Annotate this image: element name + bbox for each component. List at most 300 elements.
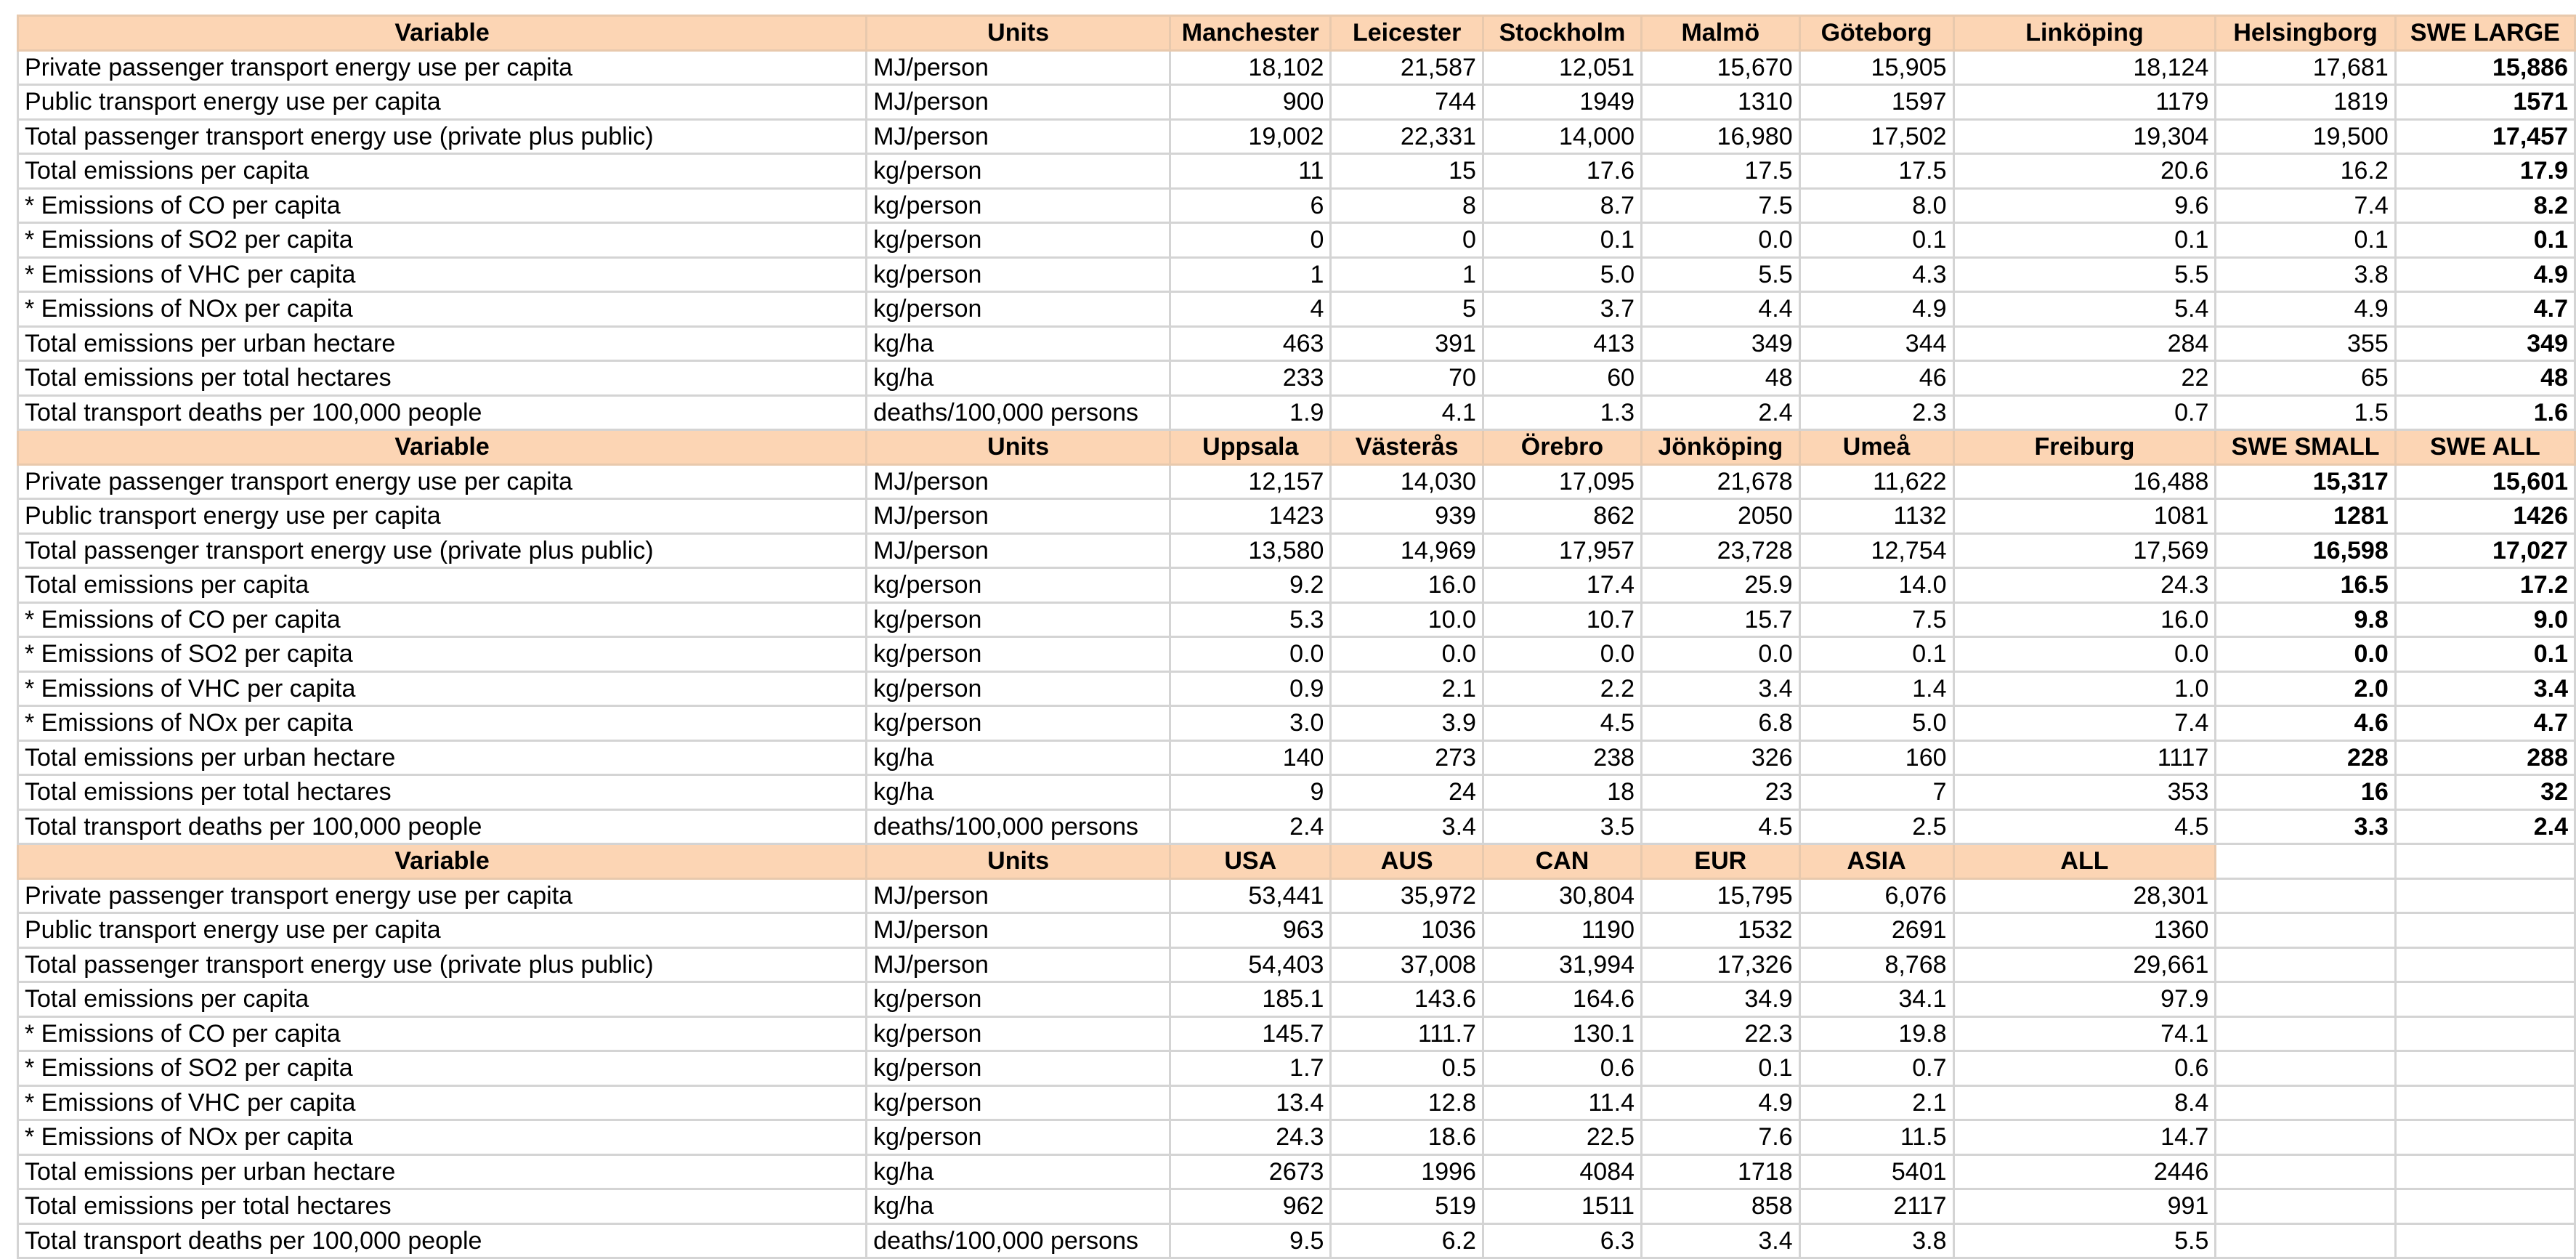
value-cell: 17,326 bbox=[1642, 947, 1800, 982]
value-cell: 16 bbox=[2216, 775, 2395, 810]
section-header-row bbox=[18, 16, 2575, 51]
row-unit: MJ/person bbox=[867, 464, 1170, 499]
value-cell: 862 bbox=[1483, 499, 1641, 534]
value-cell: 3.4 bbox=[1642, 1223, 1800, 1258]
value-cell: 15,670 bbox=[1642, 50, 1800, 85]
value-cell: 1.4 bbox=[1799, 671, 1953, 706]
value-cell: 46 bbox=[1799, 361, 1953, 396]
value-cell: 35,972 bbox=[1331, 878, 1483, 913]
value-cell: 15,795 bbox=[1642, 878, 1800, 913]
value-cell: 5.3 bbox=[1170, 602, 1331, 637]
value-cell: 14.0 bbox=[1799, 568, 1953, 603]
variable-header: Variable bbox=[18, 430, 867, 465]
value-cell: 11,622 bbox=[1799, 464, 1953, 499]
value-cell: 4.5 bbox=[1483, 706, 1641, 741]
value-cell: 5.0 bbox=[1799, 706, 1953, 741]
value-cell: 18.6 bbox=[1331, 1120, 1483, 1155]
value-cell: 238 bbox=[1483, 740, 1641, 775]
row-unit: kg/person bbox=[867, 257, 1170, 292]
value-cell: 14,969 bbox=[1331, 533, 1483, 568]
column-header: Leicester bbox=[1331, 16, 1483, 51]
value-cell: 54,403 bbox=[1170, 947, 1331, 982]
column-header: Freiburg bbox=[1953, 430, 2216, 465]
row-label: Total emissions per capita bbox=[18, 568, 867, 603]
value-cell: 16.0 bbox=[1331, 568, 1483, 603]
column-header: Umeå bbox=[1799, 430, 1953, 465]
value-cell: 2.1 bbox=[1799, 1085, 1953, 1120]
value-cell: 22.3 bbox=[1642, 1016, 1800, 1051]
value-cell: 48 bbox=[1642, 361, 1800, 396]
table-row bbox=[18, 326, 2575, 361]
value-cell: 413 bbox=[1483, 326, 1641, 361]
variable-header: Variable bbox=[18, 16, 867, 51]
row-unit: MJ/person bbox=[867, 947, 1170, 982]
column-header: SWE LARGE bbox=[2395, 16, 2575, 51]
value-cell: 273 bbox=[1331, 740, 1483, 775]
value-cell: 1.3 bbox=[1483, 395, 1641, 430]
value-cell: 349 bbox=[1642, 326, 1800, 361]
value-cell: 4.7 bbox=[2395, 706, 2575, 741]
value-cell: 0.1 bbox=[2395, 637, 2575, 672]
value-cell: 0.1 bbox=[1483, 223, 1641, 258]
value-cell: 111.7 bbox=[1331, 1016, 1483, 1051]
value-cell: 1.9 bbox=[1170, 395, 1331, 430]
value-cell: 164.6 bbox=[1483, 982, 1641, 1017]
value-cell: 1117 bbox=[1953, 740, 2216, 775]
empty-cell bbox=[2216, 1085, 2395, 1120]
value-cell: 744 bbox=[1331, 85, 1483, 120]
value-cell: 0 bbox=[1331, 223, 1483, 258]
value-cell: 1 bbox=[1170, 257, 1331, 292]
row-label: Total emissions per capita bbox=[18, 154, 867, 189]
column-header: SWE ALL bbox=[2395, 430, 2575, 465]
table-row bbox=[18, 119, 2575, 154]
table-row bbox=[18, 775, 2575, 810]
row-label: Total passenger transport energy use (private plus public) bbox=[18, 533, 867, 568]
section-header-row bbox=[18, 430, 2575, 465]
column-header: AUS bbox=[1331, 844, 1483, 879]
row-unit: deaths/100,000 persons bbox=[867, 395, 1170, 430]
value-cell: 8 bbox=[1331, 188, 1483, 223]
table-row bbox=[18, 671, 2575, 706]
value-cell: 1.5 bbox=[2216, 395, 2395, 430]
empty-cell bbox=[2216, 913, 2395, 948]
value-cell: 48 bbox=[2395, 361, 2575, 396]
value-cell: 1281 bbox=[2216, 499, 2395, 534]
value-cell: 355 bbox=[2216, 326, 2395, 361]
value-cell: 6.8 bbox=[1642, 706, 1800, 741]
value-cell: 3.5 bbox=[1483, 809, 1641, 844]
value-cell: 0.1 bbox=[1953, 223, 2216, 258]
row-unit: kg/person bbox=[867, 1085, 1170, 1120]
value-cell: 3.4 bbox=[2395, 671, 2575, 706]
row-unit: kg/person bbox=[867, 223, 1170, 258]
value-cell: 4.9 bbox=[2395, 257, 2575, 292]
empty-cell bbox=[2395, 982, 2575, 1017]
value-cell: 0.0 bbox=[2216, 637, 2395, 672]
row-unit: kg/ha bbox=[867, 1189, 1170, 1224]
value-cell: 4.9 bbox=[2216, 292, 2395, 327]
row-unit: deaths/100,000 persons bbox=[867, 809, 1170, 844]
value-cell: 6.3 bbox=[1483, 1223, 1641, 1258]
row-unit: MJ/person bbox=[867, 913, 1170, 948]
row-label: Total emissions per urban hectare bbox=[18, 326, 867, 361]
value-cell: 2.4 bbox=[1642, 395, 1800, 430]
value-cell: 5.5 bbox=[1953, 1223, 2216, 1258]
value-cell: 8.7 bbox=[1483, 188, 1641, 223]
empty-cell bbox=[2216, 947, 2395, 982]
value-cell: 17,681 bbox=[2216, 50, 2395, 85]
value-cell: 145.7 bbox=[1170, 1016, 1331, 1051]
value-cell: 4.7 bbox=[2395, 292, 2575, 327]
value-cell: 3.0 bbox=[1170, 706, 1331, 741]
value-cell: 6.2 bbox=[1331, 1223, 1483, 1258]
value-cell: 4.5 bbox=[1642, 809, 1800, 844]
row-label: * Emissions of SO2 per capita bbox=[18, 1051, 867, 1086]
value-cell: 4 bbox=[1170, 292, 1331, 327]
value-cell: 0.6 bbox=[1953, 1051, 2216, 1086]
value-cell: 0.6 bbox=[1483, 1051, 1641, 1086]
value-cell: 3.8 bbox=[2216, 257, 2395, 292]
value-cell: 962 bbox=[1170, 1189, 1331, 1224]
empty-cell bbox=[2216, 1016, 2395, 1051]
row-unit: kg/ha bbox=[867, 1154, 1170, 1189]
empty-cell bbox=[2216, 1223, 2395, 1258]
value-cell: 5 bbox=[1331, 292, 1483, 327]
value-cell: 0 bbox=[1170, 223, 1331, 258]
value-cell: 12.8 bbox=[1331, 1085, 1483, 1120]
value-cell: 15,601 bbox=[2395, 464, 2575, 499]
value-cell: 0.1 bbox=[1799, 637, 1953, 672]
empty-cell bbox=[2216, 878, 2395, 913]
row-unit: kg/ha bbox=[867, 740, 1170, 775]
row-label: * Emissions of CO per capita bbox=[18, 188, 867, 223]
value-cell: 326 bbox=[1642, 740, 1800, 775]
value-cell: 4.3 bbox=[1799, 257, 1953, 292]
value-cell: 13,580 bbox=[1170, 533, 1331, 568]
value-cell: 4.5 bbox=[1953, 809, 2216, 844]
units-header: Units bbox=[867, 844, 1170, 879]
column-header: Linköping bbox=[1953, 16, 2216, 51]
value-cell: 391 bbox=[1331, 326, 1483, 361]
value-cell: 1132 bbox=[1799, 499, 1953, 534]
value-cell: 14,030 bbox=[1331, 464, 1483, 499]
table-row bbox=[18, 1223, 2575, 1258]
value-cell: 1819 bbox=[2216, 85, 2395, 120]
row-unit: kg/ha bbox=[867, 775, 1170, 810]
value-cell: 1597 bbox=[1799, 85, 1953, 120]
table-row bbox=[18, 706, 2575, 741]
column-header: Stockholm bbox=[1483, 16, 1641, 51]
row-label: Public transport energy use per capita bbox=[18, 913, 867, 948]
value-cell: 4.9 bbox=[1799, 292, 1953, 327]
value-cell: 16,488 bbox=[1953, 464, 2216, 499]
value-cell: 6,076 bbox=[1799, 878, 1953, 913]
table-row bbox=[18, 568, 2575, 603]
value-cell: 17,457 bbox=[2395, 119, 2575, 154]
variable-header: Variable bbox=[18, 844, 867, 879]
table-row bbox=[18, 533, 2575, 568]
value-cell: 25.9 bbox=[1642, 568, 1800, 603]
value-cell: 2.4 bbox=[2395, 809, 2575, 844]
value-cell: 2.3 bbox=[1799, 395, 1953, 430]
value-cell: 8.4 bbox=[1953, 1085, 2216, 1120]
value-cell: 2.4 bbox=[1170, 809, 1331, 844]
value-cell: 858 bbox=[1642, 1189, 1800, 1224]
value-cell: 353 bbox=[1953, 775, 2216, 810]
table-row bbox=[18, 499, 2575, 534]
row-label: Total emissions per total hectares bbox=[18, 1189, 867, 1224]
value-cell: 1.0 bbox=[1953, 671, 2216, 706]
value-cell: 0.1 bbox=[1799, 223, 1953, 258]
row-unit: kg/person bbox=[867, 1120, 1170, 1155]
value-cell: 18,124 bbox=[1953, 50, 2216, 85]
value-cell: 140 bbox=[1170, 740, 1331, 775]
empty-cell bbox=[2395, 1051, 2575, 1086]
value-cell: 37,008 bbox=[1331, 947, 1483, 982]
value-cell: 284 bbox=[1953, 326, 2216, 361]
row-label: Total passenger transport energy use (private plus public) bbox=[18, 947, 867, 982]
value-cell: 963 bbox=[1170, 913, 1331, 948]
value-cell: 15 bbox=[1331, 154, 1483, 189]
row-label: * Emissions of VHC per capita bbox=[18, 1085, 867, 1120]
table-row bbox=[18, 395, 2575, 430]
empty-header-cell bbox=[2395, 844, 2575, 879]
empty-cell bbox=[2395, 947, 2575, 982]
table-row bbox=[18, 154, 2575, 189]
value-cell: 3.8 bbox=[1799, 1223, 1953, 1258]
table-row bbox=[18, 292, 2575, 327]
value-cell: 991 bbox=[1953, 1189, 2216, 1224]
value-cell: 2446 bbox=[1953, 1154, 2216, 1189]
value-cell: 1036 bbox=[1331, 913, 1483, 948]
value-cell: 5.0 bbox=[1483, 257, 1641, 292]
units-header: Units bbox=[867, 16, 1170, 51]
value-cell: 939 bbox=[1331, 499, 1483, 534]
row-label: * Emissions of CO per capita bbox=[18, 602, 867, 637]
row-label: Total emissions per capita bbox=[18, 982, 867, 1017]
empty-cell bbox=[2395, 878, 2575, 913]
value-cell: 3.4 bbox=[1331, 809, 1483, 844]
value-cell: 1310 bbox=[1642, 85, 1800, 120]
table-row bbox=[18, 188, 2575, 223]
row-label: Private passenger transport energy use per capita bbox=[18, 50, 867, 85]
column-header: Manchester bbox=[1170, 16, 1331, 51]
value-cell: 22 bbox=[1953, 361, 2216, 396]
value-cell: 24.3 bbox=[1170, 1120, 1331, 1155]
value-cell: 1571 bbox=[2395, 85, 2575, 120]
value-cell: 7.4 bbox=[2216, 188, 2395, 223]
value-cell: 60 bbox=[1483, 361, 1641, 396]
value-cell: 160 bbox=[1799, 740, 1953, 775]
value-cell: 3.4 bbox=[1642, 671, 1800, 706]
value-cell: 17,569 bbox=[1953, 533, 2216, 568]
value-cell: 34.9 bbox=[1642, 982, 1800, 1017]
empty-header-cell bbox=[2216, 844, 2395, 879]
column-header: Göteborg bbox=[1799, 16, 1953, 51]
value-cell: 17.2 bbox=[2395, 568, 2575, 603]
value-cell: 18 bbox=[1483, 775, 1641, 810]
value-cell: 2.1 bbox=[1331, 671, 1483, 706]
units-header: Units bbox=[867, 430, 1170, 465]
value-cell: 5.4 bbox=[1953, 292, 2216, 327]
value-cell: 1949 bbox=[1483, 85, 1641, 120]
value-cell: 2673 bbox=[1170, 1154, 1331, 1189]
value-cell: 17.5 bbox=[1799, 154, 1953, 189]
value-cell: 8.0 bbox=[1799, 188, 1953, 223]
value-cell: 9.8 bbox=[2216, 602, 2395, 637]
value-cell: 0.0 bbox=[1953, 637, 2216, 672]
value-cell: 0.0 bbox=[1331, 637, 1483, 672]
value-cell: 16.5 bbox=[2216, 568, 2395, 603]
value-cell: 7.6 bbox=[1642, 1120, 1800, 1155]
column-header: EUR bbox=[1642, 844, 1800, 879]
row-unit: MJ/person bbox=[867, 119, 1170, 154]
value-cell: 23,728 bbox=[1642, 533, 1800, 568]
table-row bbox=[18, 602, 2575, 637]
value-cell: 7.4 bbox=[1953, 706, 2216, 741]
row-label: Total emissions per total hectares bbox=[18, 361, 867, 396]
column-header: CAN bbox=[1483, 844, 1641, 879]
row-unit: kg/person bbox=[867, 671, 1170, 706]
value-cell: 0.1 bbox=[1642, 1051, 1800, 1086]
row-label: Total emissions per total hectares bbox=[18, 775, 867, 810]
value-cell: 10.7 bbox=[1483, 602, 1641, 637]
row-unit: MJ/person bbox=[867, 85, 1170, 120]
row-unit: kg/person bbox=[867, 982, 1170, 1017]
value-cell: 2.5 bbox=[1799, 809, 1953, 844]
column-header: Örebro bbox=[1483, 430, 1641, 465]
value-cell: 1.7 bbox=[1170, 1051, 1331, 1086]
table-row bbox=[18, 257, 2575, 292]
value-cell: 32 bbox=[2395, 775, 2575, 810]
column-header: Malmö bbox=[1642, 16, 1800, 51]
value-cell: 14.7 bbox=[1953, 1120, 2216, 1155]
column-header: ASIA bbox=[1799, 844, 1953, 879]
table-row bbox=[18, 913, 2575, 948]
empty-cell bbox=[2395, 1223, 2575, 1258]
value-cell: 2.0 bbox=[2216, 671, 2395, 706]
value-cell: 28,301 bbox=[1953, 878, 2216, 913]
row-label: Private passenger transport energy use per capita bbox=[18, 464, 867, 499]
value-cell: 15,905 bbox=[1799, 50, 1953, 85]
value-cell: 10.0 bbox=[1331, 602, 1483, 637]
row-unit: kg/person bbox=[867, 188, 1170, 223]
value-cell: 11 bbox=[1170, 154, 1331, 189]
value-cell: 15.7 bbox=[1642, 602, 1800, 637]
empty-cell bbox=[2216, 982, 2395, 1017]
value-cell: 3.9 bbox=[1331, 706, 1483, 741]
row-unit: kg/person bbox=[867, 637, 1170, 672]
value-cell: 19,500 bbox=[2216, 119, 2395, 154]
value-cell: 70 bbox=[1331, 361, 1483, 396]
empty-cell bbox=[2216, 1154, 2395, 1189]
value-cell: 24 bbox=[1331, 775, 1483, 810]
value-cell: 6 bbox=[1170, 188, 1331, 223]
value-cell: 65 bbox=[2216, 361, 2395, 396]
value-cell: 0.1 bbox=[2395, 223, 2575, 258]
table-row bbox=[18, 1085, 2575, 1120]
value-cell: 1081 bbox=[1953, 499, 2216, 534]
column-header: Jönköping bbox=[1642, 430, 1800, 465]
row-label: * Emissions of NOx per capita bbox=[18, 292, 867, 327]
column-header: Helsingborg bbox=[2216, 16, 2395, 51]
row-unit: kg/ha bbox=[867, 326, 1170, 361]
row-label: * Emissions of SO2 per capita bbox=[18, 637, 867, 672]
value-cell: 4.9 bbox=[1642, 1085, 1800, 1120]
table-row bbox=[18, 809, 2575, 844]
row-label: Public transport energy use per capita bbox=[18, 499, 867, 534]
table-row bbox=[18, 947, 2575, 982]
column-header: SWE SMALL bbox=[2216, 430, 2395, 465]
value-cell: 17.9 bbox=[2395, 154, 2575, 189]
section-header-row bbox=[18, 844, 2575, 879]
value-cell: 0.7 bbox=[1953, 395, 2216, 430]
value-cell: 3.3 bbox=[2216, 809, 2395, 844]
transport-data-table bbox=[17, 15, 2576, 1259]
value-cell: 1423 bbox=[1170, 499, 1331, 534]
value-cell: 19,002 bbox=[1170, 119, 1331, 154]
row-unit: kg/person bbox=[867, 1051, 1170, 1086]
value-cell: 16,598 bbox=[2216, 533, 2395, 568]
table-row bbox=[18, 637, 2575, 672]
row-unit: kg/person bbox=[867, 602, 1170, 637]
value-cell: 17,502 bbox=[1799, 119, 1953, 154]
value-cell: 0.7 bbox=[1799, 1051, 1953, 1086]
value-cell: 16.2 bbox=[2216, 154, 2395, 189]
empty-cell bbox=[2395, 1120, 2575, 1155]
value-cell: 0.1 bbox=[2216, 223, 2395, 258]
value-cell: 8,768 bbox=[1799, 947, 1953, 982]
row-unit: deaths/100,000 persons bbox=[867, 1223, 1170, 1258]
value-cell: 12,051 bbox=[1483, 50, 1641, 85]
table-row bbox=[18, 982, 2575, 1017]
value-cell: 8.2 bbox=[2395, 188, 2575, 223]
row-label: * Emissions of VHC per capita bbox=[18, 257, 867, 292]
value-cell: 1426 bbox=[2395, 499, 2575, 534]
value-cell: 17.6 bbox=[1483, 154, 1641, 189]
value-cell: 0.0 bbox=[1483, 637, 1641, 672]
value-cell: 16.0 bbox=[1953, 602, 2216, 637]
value-cell: 11.5 bbox=[1799, 1120, 1953, 1155]
empty-cell bbox=[2395, 913, 2575, 948]
value-cell: 15,886 bbox=[2395, 50, 2575, 85]
value-cell: 519 bbox=[1331, 1189, 1483, 1224]
row-unit: kg/person bbox=[867, 568, 1170, 603]
value-cell: 16,980 bbox=[1642, 119, 1800, 154]
value-cell: 0.0 bbox=[1642, 637, 1800, 672]
table-row bbox=[18, 361, 2575, 396]
value-cell: 2050 bbox=[1642, 499, 1800, 534]
table-row bbox=[18, 1189, 2575, 1224]
value-cell: 11.4 bbox=[1483, 1085, 1641, 1120]
value-cell: 4.6 bbox=[2216, 706, 2395, 741]
value-cell: 30,804 bbox=[1483, 878, 1641, 913]
table-row bbox=[18, 878, 2575, 913]
value-cell: 9 bbox=[1170, 775, 1331, 810]
empty-cell bbox=[2216, 1051, 2395, 1086]
value-cell: 17,957 bbox=[1483, 533, 1641, 568]
row-label: * Emissions of NOx per capita bbox=[18, 1120, 867, 1155]
value-cell: 5401 bbox=[1799, 1154, 1953, 1189]
value-cell: 19.8 bbox=[1799, 1016, 1953, 1051]
value-cell: 288 bbox=[2395, 740, 2575, 775]
empty-cell bbox=[2395, 1154, 2575, 1189]
value-cell: 18,102 bbox=[1170, 50, 1331, 85]
value-cell: 1190 bbox=[1483, 913, 1641, 948]
value-cell: 29,661 bbox=[1953, 947, 2216, 982]
value-cell: 4.1 bbox=[1331, 395, 1483, 430]
